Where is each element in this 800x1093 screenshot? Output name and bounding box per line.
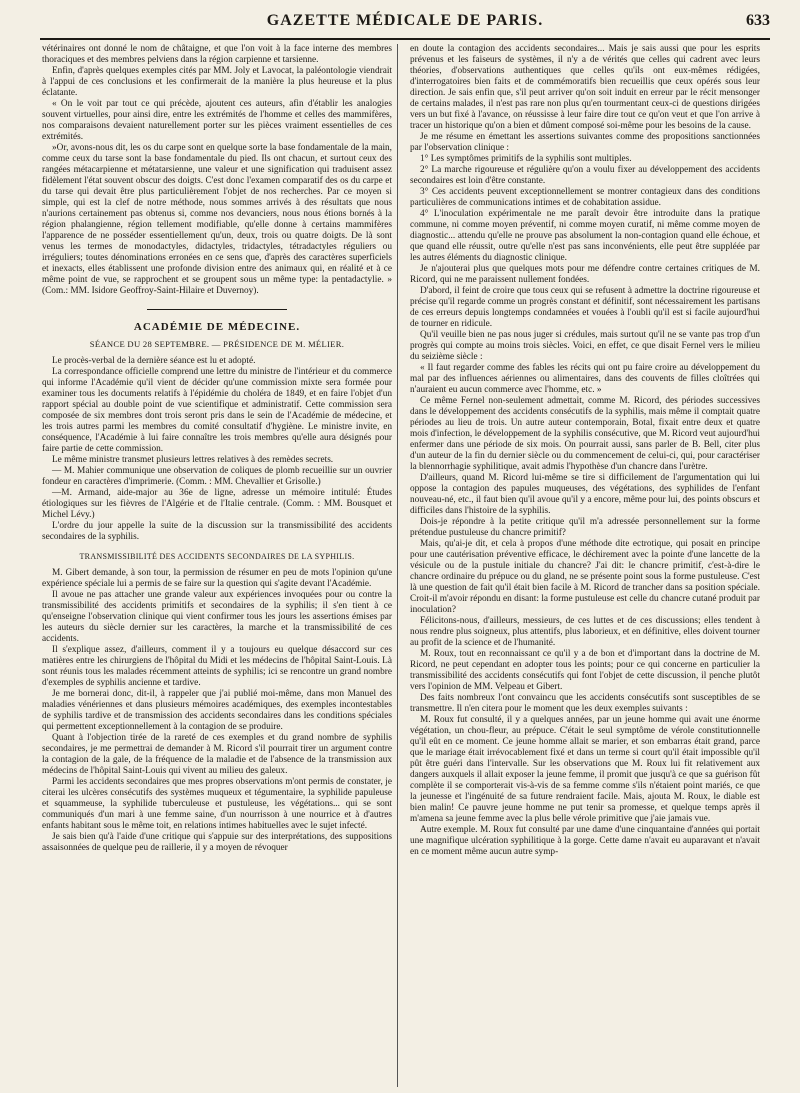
right-column [410,44,760,1087]
paragraph: Autre exemple. M. Roux fut consulté par une dame d'une cinquantaine d'années qui portait une magnifique ulcération syphilitique à la gorge. Cette dame n'avait eu auparavant et n'avait en ce moment même aucun autre symp- [410,825,760,857]
paragraph: Mais, qu'ai-je dit, et cela à propos d'une méthode dite ectrotique, qui posait en principe pour une cautérisation préventive efficace, le déchirement avec la pointe d'une lancette de la vésicule ou de la pustule initiale du chancre? J'ai dit: le chancre primitif, c'est-à-dire le chancre ordinaire du prépuce ou du gland, ne se présente point sous la forme pustuleuse. C'est là une question de fait qu'il était bien facile à M. Ricord de trancher dans sa position spéciale. Croit-il m'avoir répondu en disant: la forme pustuleuse est celle du chancre cutané produit par inoculation? [410,539,760,615]
paragraph: 3° Ces accidents peuvent exceptionnellement se montrer contagieux dans des conditions particulières de communications intimes et de cohabitation assidue. [410,187,760,208]
paragraph: Le procès-verbal de la dernière séance est lu et adopté. [52,356,256,366]
discussion-heading: TRANSMISSIBILITÉ DES ACCIDENTS SECONDAIRES DE LA SYPHILIS. [79,552,355,561]
page-number: 633 [746,12,770,29]
paragraph: Il avoue ne pas attacher une grande valeur aux expériences invoquées pour ou contre la transmissibilité des accidents primitifs et secondaires de la syphilis; il s'en tient à ce qu'enseigne l'observation clinique qui vient confirmer tous les jours les assertions émises par les auteurs du siècle dernier sur les caractères, la marche et la transmissibilité de ces accidents. [42,590,392,644]
paragraph: Je n'ajouterai plus que quelques mots pour me défendre contre certaines critiques de M. Ricord, qui ne me paraissent nullement fondées. [410,264,760,285]
section-title: ACADÉMIE DE MÉDECINE. [133,321,301,333]
paragraph: en doute la contagion des accidents secondaires... Mais je sais aussi que pour les esprits prévenus et les faiseurs de systèmes, il n'y a de vérités que celles qui cadrent avec leurs théories, d'observations authentiques que celles qu'ils ont eux-mêmes rédigées, d'interrogatoires bien faits et de commémoratifs bien recueillis que ceux opérés sous leur direction. Je sais enfin que, s'il peut arriver qu'on soit induit en erreur par le récit mensonger de certains malades, il n'est pas rare non plus qu'en tourmentant ceux-ci de questions dirigées vers un but fixé à l'avance, on réussisse à leur faire dire tout ce qu'on veut et que l'on arrive à tracer un historique qu'on a bien et dûment composé soi-même pour les besoins de la cause. [410,44,760,131]
session-heading: SÉANCE DU 28 SEPTEMBRE. — PRÉSIDENCE DE M. MÉLIER. [89,339,345,349]
paragraph: Je me bornerai donc, dit-il, à rappeler que j'ai publié moi-même, dans mon Manuel des maladies vénériennes et dans plusieurs mémoires académiques, des exemples incontestables de syphilis tardive et de transmission des accidents secondaires dans les conditions spéciales qui permettent exceptionnellement à la contagion de se produire. [42,689,392,732]
paragraph: Qu'il veuille bien ne pas nous juger si crédules, mais surtout qu'il ne se vante pas trop d'un progrès qui compte au moins trois siècles. Voici, en effet, ce que disait Fernel vers le milieu du seizième siècle : [410,330,760,362]
paragraph: 4° L'inoculation expérimentale ne me paraît devoir être introduite dans la pratique commune, ni comme moyen préventif, ni comme moyen curatif, ni même comme moyen de diagnostic... attendu qu'elle ne prouve pas absolument la non-contagion quand elle échoue, et que quand elle réussit, outre qu'elle n'est pas sans inconvénients, elle peut être suppléée par les autres éléments du diagnostic clinique. [410,209,760,263]
journal-title: GAZETTE MÉDICALE DE PARIS. [266,12,544,29]
paragraph: vétérinaires ont donné le nom de châtaigne, et que l'on voit à la face interne des membres thoraciques et des membres pelviens dans la région carpienne et tarsienne. [42,44,392,65]
paragraph: — M. Mahier communique une observation de coliques de plomb recueillie sur un ouvrier fondeur en caractères d'imprimerie. (Comm. : MM. Chevallier et Grisolle.) [42,466,392,487]
column-divider [397,44,398,1087]
paragraph: « Il faut regarder comme des fables les récits qui ont pu faire croire au développement du mal par des influences aériennes ou alimentaires, dans des couvents de filles cloîtrées qui n'auraient eu aucun commerce avec l'homme, etc. » [410,363,760,395]
paragraph: L'ordre du jour appelle la suite de la discussion sur la transmissibilité des accidents secondaires de la syphilis. [42,521,392,542]
paragraph: Des faits nombreux l'ont convaincu que les accidents consécutifs sont susceptibles de se transmettre. Il n'en citera pour le moment que les deux exemples suivants : [410,693,760,714]
paragraph: M. Roux fut consulté, il y a quelques années, par un jeune homme qui avait une énorme végétation, un chou-fleur, au prépuce. C'était le seul symptôme de vérole constitutionnelle qu'il eût en ce moment. Ce jeune homme allait se marier, et son embarras était grand, parce que le mariage était irrévocablement fixé et dans un terme si court qu'il était impossible qu'il pût être guéri dans l'intervalle. Sur les observations que M. Roux lui fit relativement aux dangers auxquels il allait exposer la jeune femme, il promit que jusqu'à ce que sa guérison fût complète il se comporterait vis-à-vis de sa femme comme s'ils n'étaient point mariés, ce que la jeunesse et l'ingénuité de sa future rendraient facile. Mais, ajouta M. Roux, le diable est bien malin! Ce pauvre jeune homme ne put tenir sa promesse, et quelque temps après il m'amena sa jeune femme avec la plus belle vérole primitive que j'aie jamais vue. [410,715,760,824]
paragraph: —M. Armand, aide-major au 36e de ligne, adresse un mémoire intitulé: Études étiologiques sur les fièvres de l'Algérie et de l'Italie centrale. (Comm. : MM. Bousquet et Michel Lévy.) [42,488,392,520]
paragraph: Le même ministre transmet plusieurs lettres relatives à des remèdes secrets. [52,455,334,465]
paragraph: Dois-je répondre à la petite critique qu'il m'a adressée personnellement sur la forme prétendue pustuleuse du chancre primitif? [410,517,760,538]
paragraph: »Or, avons-nous dit, les os du carpe sont en quelque sorte la base fondamentale de la main, comme ceux du tarse sont la base fondamentale du pied. Ils ont chacun, et surtout ceux des rangées métacarpienne et métatarsienne, une valeur et une signification qui traduisent assez fidèlement l'état souvent obscur des doigts. C'est donc l'examen comparatif des os du carpe et du tarse qui devait être plus particulièrement l'objet de nos recherches. Par ce moyen si simple, qui est la clef de notre méthode, nous sommes arrivés à des résultats que nous n'aurions certainement pas obtenus si, comme nos devanciers, nous nous étions bornés à la région phalangienne, région tellement modifiable, qu'elle donne à certains mammifères l'apparence de ne posséder essentiellement qu'un, deux, trois ou quatre doigts. De là sont venus les termes de monodactyles, didactyles, tridactyles, tétradactyles réguliers ou irréguliers; toutes dénominations erronées en ce sens que, d'après des caractères superficiels et inexacts, elles établissent une profonde division entre des animaux qui, en réalité et à ce même point de vue, se rapprochent et se groupent sous un même type: la pentadactylie. » (Com.: MM. Isidore Geoffroy-Saint-Hilaire et Duvernoy). [42,143,392,296]
paragraph: Il s'explique assez, d'ailleurs, comment il y a toujours eu quelque désaccord sur ces matières entre les chirurgiens de l'hôpital du Midi et les médecins de l'hôpital Saint-Louis. Là sont réunis tous les malades récemment atteints de syphilis; ici se rencontre un grand nombre d'exemples de syphilis ancienne et tardive. [42,645,392,688]
paragraph: « On le voit par tout ce qui précède, ajoutent ces auteurs, afin d'établir les analogies souvent virtuelles, pour ainsi dire, entre les extrémités de l'homme et celles des mammifères, nos comparaisons devaient naturellement porter sur les pièces vraiment essentielles de ces extrémités. [42,99,392,142]
paragraph: Enfin, d'après quelques exemples cités par MM. Joly et Lavocat, la paléontologie viendrait à l'appui de ces conclusions et les confirmerait de la manière la plus heureuse et la plus éclatante. [42,66,392,98]
left-column [42,44,392,1087]
header-rule [40,38,770,40]
paragraph: Parmi les accidents secondaires que mes propres observations m'ont permis de constater, je citerai les ulcères consécutifs des systèmes muqueux et tégumentaire, la syphilide papuleuse et squammeuse, la syphilide tuberculeuse et pustuleuse, les végétations... qui se sont communiqués d'un mari à une femme saine, d'un nourrisson à une nourrice et à d'autres enfants habitant sous le même toit, en relations intimes habituelles avec le sujet infecté. [42,777,392,831]
paragraph: 1° Les symptômes primitifs de la syphilis sont multiples. [420,154,632,164]
paragraph: Ce même Fernel non-seulement admettait, comme M. Ricord, des périodes successives dans le développement des accidents consécutifs de la syphilis, mais même il comptait quatre périodes au lieu de trois. Un autre auteur contemporain, Botal, fixait entre deux et quatre mois d'infection, le développement de la syphilis consécutive, que M. Ricord veut aujourd'hui enfermer dans une période de six mois. On pourrait aussi, sans parler de B. Bell, citer plus d'un auteur de la fin du dernier siècle ou du commencement de celui-ci, qui, pour caractériser la blennorrhagie syphilitique, avait admis l'hypothèse d'un chancre dans l'urètre. [410,396,760,472]
paragraph: Je sais bien qu'à l'aide d'une critique qui s'appuie sur des interprétations, des suppositions assaisonnées de quelque peu de raillerie, il y a moyen de révoquer [42,832,392,853]
paragraph: 2° La marche rigoureuse et régulière qu'on a voulu fixer au développement des accidents secondaires est loin d'être constante. [410,165,760,186]
paragraph: Quant à l'objection tirée de la rareté de ces exemples et du grand nombre de syphilis secondaires, je me permettrai de demander à M. Ricord s'il pourrait tirer un argument contre la contagion de la gale, de la fréquence de la maladie et de l'absence de la transmission aux médecins de l'hôpital Saint-Louis qui vivent au milieu des galeux. [42,733,392,776]
paragraph: Je me résume en émettant les assertions suivantes comme des propositions sanctionnées par l'observation clinique : [410,132,760,153]
paragraph: M. Roux, tout en reconnaissant ce qu'il y a de bon et d'important dans la doctrine de M. Ricord, ne peut cependant en adopter tous les points; pour ce qui concerne en particulier la transmissibilité des accidents consécutifs qui font l'objet de cette discussion, il penche plutôt vers l'opinion de MM. Velpeau et Gibert. [410,649,760,692]
page-header [40,10,770,36]
paragraph: D'ailleurs, quand M. Ricord lui-même se tire si difficilement de l'argumentation qui lui oppose la contagion des papules muqueuses, des végétations, des syphilides de l'enfant nouveau-né, etc., il faut bien qu'il avoue qu'il y a encore, même pour lui, des points obscurs et difficiles dans l'histoire de la syphilis. [410,473,760,516]
paragraph: M. Gibert demande, à son tour, la permission de résumer en peu de mots l'opinion qu'une expérience spéciale lui a permis de se faire sur la question qui s'agite devant l'Académie. [42,568,392,589]
paragraph: D'abord, il feint de croire que tous ceux qui se refusent à admettre la doctrine rigoureuse et précise qu'il regarde comme un progrès constant et définitif, sont nécessairement les partisans de ces erreurs depuis longtemps condamnées et vouées à l'oubli qu'il est si facile aujourd'hui de tourner en ridicule. [410,286,760,329]
section-separator [147,309,287,310]
paragraph: La correspondance officielle comprend une lettre du ministre de l'intérieur et du commerce qui informe l'Académie qu'il vient de décider qu'une commission mixte sera formée pour examiner tous les documents relatifs à l'épidémie du choléra de 1849, et en faire l'objet d'un rapport spécial au double point de vue scientifique et administratif. Cette commission sera composée de six membres dont trois seront pris dans le sein de l'Académie de médecine, et les trois autres parmi les membres du comité consultatif d'hygiène. Le ministre invite, en conséquence, l'Académie à lui faire connaître les trois membres qu'elle aura désignés pour faire partie de cette commission. [42,367,392,454]
paragraph: Félicitons-nous, d'ailleurs, messieurs, de ces luttes et de ces discussions; elles tendent à nous rendre plus soigneux, plus attentifs, plus laborieux, et en définitive, elles doivent tourner au profit de la science et de l'humanité. [410,616,760,648]
